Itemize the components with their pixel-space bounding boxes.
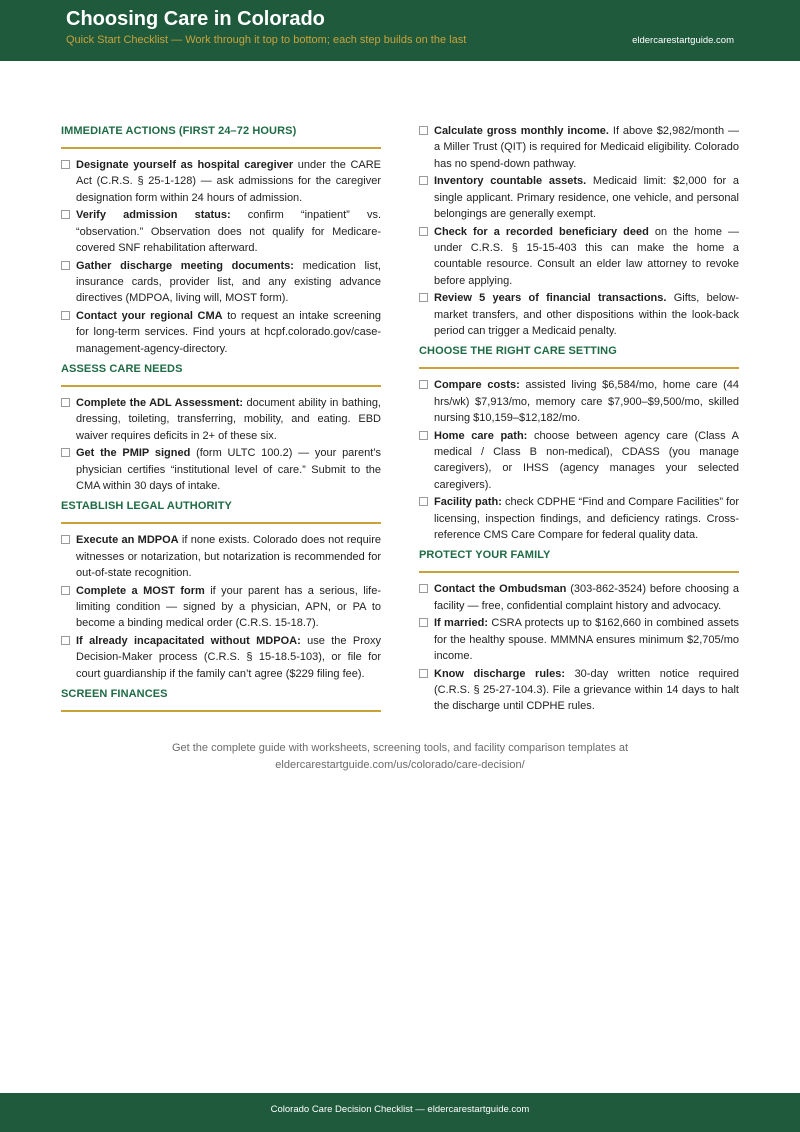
section-protect-family [419, 547, 739, 714]
checkbox[interactable] [61, 636, 70, 645]
section-title: ESTABLISH LEGAL AUTHORITY [61, 500, 232, 513]
section-legal-authority [61, 498, 381, 682]
checklist-item [419, 666, 739, 715]
item-heading: Complete a MOST form [76, 584, 205, 597]
item-text: under the CARE Act (C.R.S. § 25-1-128) — ask admissions for the caregiver designation form within 24 hours of admission. [76, 159, 382, 204]
item-heading: Home care path: [434, 429, 528, 442]
item-heading: Designate yourself as hospital caregiver [76, 159, 294, 171]
item-text: (form ULTC 100.2) — your parent’s physician certifies “institutional level of care.” Submit to the CMA within 30 days of intake. [76, 447, 381, 493]
item-text: 30-day written notice required (C.R.S. § 25-27-104.3). File a grievance within 14 days to halt the discharge until CDPHE rules. [434, 667, 739, 713]
section-divider [419, 367, 739, 369]
footer-text: Colorado Care Decision Checklist — eldercarestartguide.com [270, 1104, 530, 1115]
checklist-item [419, 494, 739, 543]
item-text: Gifts, below-market transfers, and other dispositions within the look-back period can trigger a Medicaid penalty. [434, 292, 740, 338]
checklist-item [419, 290, 739, 339]
checkbox[interactable] [419, 227, 428, 236]
section-divider [61, 385, 381, 387]
checklist-item [61, 395, 381, 444]
section-title: SCREEN FINANCES [61, 688, 168, 701]
checklist-item [419, 123, 739, 172]
checkbox[interactable] [61, 210, 70, 219]
item-text: assisted living $6,584/mo, home care (44 hrs/wk) $7,913/mo, memory care $7,900–$9,500/mo, skilled nursing $10,159–$12,182/mo. [434, 379, 740, 424]
checkbox[interactable] [419, 380, 428, 389]
item-text: choose between agency care (Class A medical / Class B non-medical), CDASS (you manage caregivers), or IHSS (agency manages your selected caregivers). [434, 429, 739, 491]
section-screen-finances-items [419, 123, 739, 339]
promo-link[interactable]: eldercarestartguide.com/us/colorado/care-decision/ [275, 758, 525, 771]
section-divider [419, 571, 739, 573]
item-text: use the Proxy Decision-Maker process (C.R.S. § 15-18.5-103), or file for court guardianship if the family can’t agree ($229 filing fee). [76, 635, 381, 680]
section-screen-finances-heading [61, 686, 381, 712]
checkbox[interactable] [419, 293, 428, 302]
checklist-item [419, 428, 739, 493]
checklist-item [419, 224, 739, 289]
checklist-item [61, 583, 381, 632]
section-title: CHOOSE THE RIGHT CARE SETTING [419, 345, 617, 358]
item-heading: Check for a recorded beneficiary deed [434, 225, 649, 238]
item-heading: Get the PMIP signed [76, 447, 191, 460]
section-assess-care-needs [61, 361, 381, 494]
item-heading: Gather discharge meeting documents: [76, 259, 294, 272]
section-immediate-actions [61, 123, 381, 357]
item-heading: Calculate gross monthly income. [434, 125, 609, 137]
checklist-item [419, 173, 739, 222]
checkbox[interactable] [419, 431, 428, 440]
checkbox[interactable] [419, 618, 428, 627]
checkbox[interactable] [61, 398, 70, 407]
checklist-item [419, 377, 739, 426]
item-text: on the home — under C.R.S. § 15-15-403 this can make the home a countable resource. Consult an elder law attorney to revoke before applying. [434, 225, 739, 287]
item-heading: Compare costs: [434, 379, 520, 392]
section-divider [61, 147, 381, 149]
page-header [0, 0, 800, 61]
checklist-item [61, 258, 381, 307]
checklist-item [419, 615, 739, 664]
item-text: if none exists. Colorado does not require witnesses or notarization, but notarization is recommended for out-of-state recognition. [76, 534, 381, 579]
item-heading: Inventory countable assets. [434, 175, 587, 188]
left-column [61, 123, 381, 720]
section-title: IMMEDIATE ACTIONS (FIRST 24–72 HOURS) [61, 125, 297, 137]
checkbox[interactable] [419, 497, 428, 506]
item-text: CSRA protects up to $162,660 in combined assets for the healthy spouse. MMMNA ensures minimum $2,705/mo income. [434, 617, 740, 663]
item-heading: If married: [434, 617, 489, 630]
checkbox[interactable] [419, 176, 428, 185]
checkbox[interactable] [61, 448, 70, 457]
checkbox[interactable] [419, 126, 428, 135]
section-title: PROTECT YOUR FAMILY [419, 549, 551, 562]
header-site-link[interactable]: eldercarestartguide.com [632, 35, 734, 46]
page-footer [0, 1093, 800, 1132]
guide-promo-note [0, 740, 800, 773]
item-text: If above $2,982/month — a Miller Trust (QIT) is required for Medicaid eligibility. Colorado has no spend-down pathway. [434, 125, 739, 170]
item-heading: Verify admission status: [76, 209, 231, 222]
page-title: Choosing Care in Colorado [66, 8, 325, 30]
section-divider [61, 710, 381, 712]
item-text: check CDPHE “Find and Compare Facilities” for licensing, inspection findings, and deficiency ratings. Cross-reference CMS Care Compare for federal quality data. [434, 496, 740, 542]
item-text: to request an intake screening for long-term services. Find yours at hcpf.colorado.gov/case-management-agency-directory. [76, 310, 381, 355]
item-heading: If already incapacitated without MDPOA: [76, 635, 301, 648]
item-heading: Complete the ADL Assessment: [76, 397, 244, 410]
item-text: document ability in bathing, dressing, toileting, transferring, mobility, and eating. EBD waiver requires deficits in 2+ of these six. [76, 397, 381, 442]
checkbox[interactable] [419, 669, 428, 678]
page-subtitle: Quick Start Checklist — Work through it top to bottom; each step builds on the last [66, 34, 467, 46]
item-heading: Know discharge rules: [434, 667, 565, 680]
item-text: (303-862-3524) before choosing a facility — free, confidential complaint history and advocacy. [434, 583, 739, 612]
checklist-item [61, 532, 381, 581]
checklist-item [61, 633, 381, 682]
checkbox[interactable] [61, 535, 70, 544]
checklist-item [61, 445, 381, 494]
checklist-item [61, 308, 381, 357]
promo-line: Get the complete guide with worksheets, screening tools, and facility comparison templates at [171, 742, 629, 754]
item-text: Medicaid limit: $2,000 for a single applicant. Primary residence, one vehicle, and personal belongings are generally exempt. [434, 175, 739, 220]
checkbox[interactable] [61, 311, 70, 320]
item-heading: Contact the Ombudsman [434, 583, 567, 596]
item-heading: Facility path: [434, 496, 502, 509]
right-column [419, 123, 739, 719]
section-care-setting [419, 343, 739, 543]
checkbox[interactable] [61, 261, 70, 270]
checkbox[interactable] [419, 584, 428, 593]
item-text: confirm “inpatient” vs. “observation.” Observation does not qualify for Medicare-covered SNF rehabilitation afterward. [76, 209, 382, 254]
checkbox[interactable] [61, 586, 70, 595]
section-divider [61, 522, 381, 524]
item-heading: Execute an MDPOA [76, 534, 179, 547]
item-text: if your parent has a serious, life-limiting condition — signed by a physician, APN, or PA to become a binding medical order (C.R.S. 15-18.7). [76, 584, 381, 630]
item-heading: Review 5 years of financial transactions. [434, 292, 667, 305]
item-heading: Contact your regional CMA [76, 310, 223, 323]
checklist-item [61, 157, 381, 206]
checklist-item [61, 207, 381, 256]
section-title: ASSESS CARE NEEDS [61, 363, 183, 376]
checkbox[interactable] [61, 160, 70, 169]
item-text: medication list, insurance cards, provider list, and any existing advance directives (MDPOA, living will, MOST form). [76, 259, 381, 305]
checklist-item [419, 581, 739, 614]
